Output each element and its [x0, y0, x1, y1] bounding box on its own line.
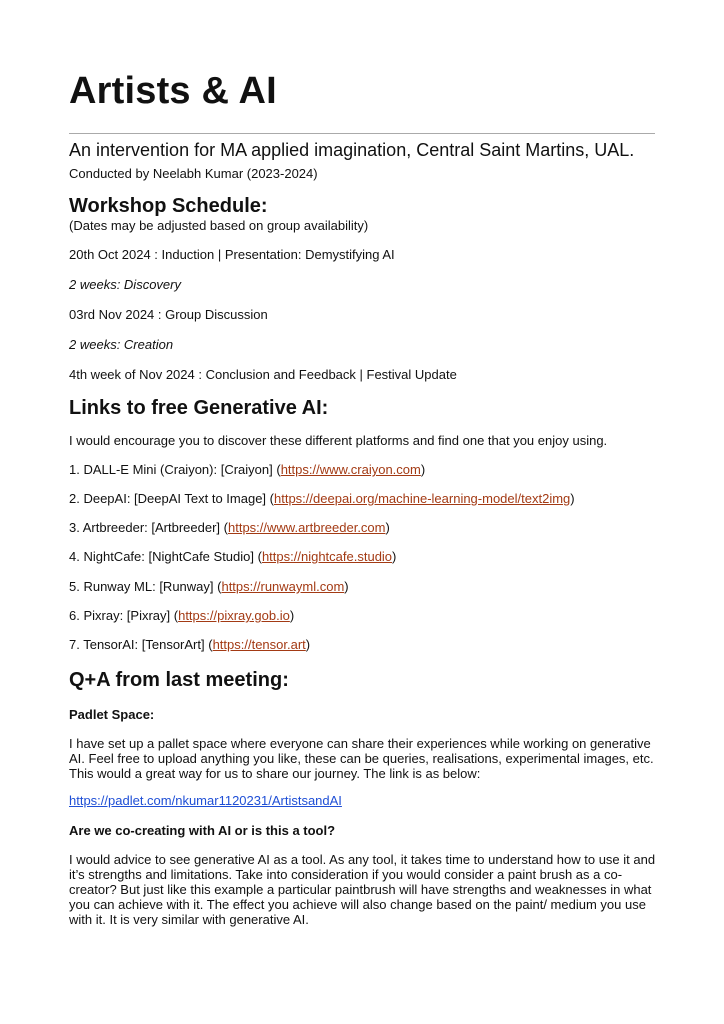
schedule-item: 03rd Nov 2024 : Group Discussion	[69, 307, 268, 322]
link-url[interactable]: https://www.craiyon.com	[280, 462, 421, 477]
link-list-item	[69, 520, 390, 536]
link-url[interactable]: https://deepai.org/machine-learning-model/text2img	[274, 491, 571, 506]
schedule-note: (Dates may be adjusted based on group availability)	[69, 218, 369, 233]
conducted-by: Conducted by Neelabh Kumar (2023-2024)	[69, 166, 318, 181]
links-intro: I would encourage you to discover these different platforms and find one that you enjoy using.	[69, 433, 608, 448]
link-url[interactable]: https://pixray.gob.io	[178, 608, 290, 623]
page-subtitle: An intervention for MA applied imagination, Central Saint Martins, UAL.	[69, 140, 635, 160]
schedule-item: 4th week of Nov 2024 : Conclusion and Feedback | Festival Update	[69, 367, 457, 382]
link-list-item	[69, 491, 575, 507]
open-paren: (	[257, 549, 262, 564]
close-paren: )	[392, 549, 397, 564]
link-label: 1. DALL-E Mini (Craiyon): [Craiyon]	[69, 462, 277, 477]
link-list-item	[69, 637, 310, 653]
page-title: Artists & AI	[69, 70, 277, 112]
open-paren: (	[208, 637, 213, 652]
schedule-item: 2 weeks: Discovery	[69, 277, 181, 292]
open-paren: (	[223, 520, 228, 535]
open-paren: (	[269, 491, 274, 506]
link-label: 7. TensorAI: [TensorArt]	[69, 637, 209, 652]
link-list-item	[69, 579, 349, 595]
close-paren: )	[344, 579, 349, 594]
close-paren: )	[420, 462, 426, 477]
link-label: 4. NightCafe: [NightCafe Studio]	[69, 549, 258, 564]
close-paren: )	[385, 520, 390, 535]
cocreate-paragraph: I would advice to see generative AI as a tool. As any tool, it takes time to understand how to use it and it’s strengths and limitations. Take into consideration if you would consider a paint brush as a co-creator? But just like this example a particular paintbrush will have strengths and weaknesses in what you can achieve with it. The effect you achieve will also change based on the paint/ medium you use with it. It is very similar with generative AI.	[69, 852, 656, 927]
schedule-item: 2 weeks: Creation	[69, 337, 174, 352]
padlet-heading: Padlet Space:	[69, 707, 155, 722]
open-paren: (	[217, 579, 222, 594]
open-paren: (	[173, 608, 179, 623]
close-paren: )	[289, 608, 295, 623]
link-list-item	[69, 608, 294, 624]
open-paren: (	[276, 462, 281, 477]
link-url[interactable]: https://www.artbreeder.com	[227, 520, 386, 535]
link-list-item	[69, 549, 396, 565]
link-label: 3. Artbreeder: [Artbreeder]	[69, 520, 224, 535]
link-label: 2. DeepAI: [DeepAI Text to Image]	[69, 491, 270, 506]
schedule-item: 20th Oct 2024 : Induction | Presentation: Demystifying AI	[69, 247, 395, 262]
title-divider	[69, 133, 655, 134]
close-paren: )	[305, 637, 311, 652]
padlet-link-line	[69, 793, 342, 809]
padlet-link[interactable]: https://padlet.com/nkumar1120231/ArtistsandAI	[69, 793, 342, 808]
cocreate-heading: Are we co-creating with AI or is this a tool?	[69, 823, 336, 838]
link-url[interactable]: https://tensor.art	[212, 637, 306, 652]
link-list-item	[69, 462, 425, 478]
link-label: 6. Pixray: [Pixray]	[69, 608, 174, 623]
schedule-heading: Workshop Schedule:	[69, 195, 268, 217]
link-label: 5. Runway ML: [Runway]	[69, 579, 218, 594]
close-paren: )	[570, 491, 575, 506]
link-url[interactable]: https://runwayml.com	[221, 579, 345, 594]
link-url[interactable]: https://nightcafe.studio	[261, 549, 393, 564]
padlet-paragraph: I have set up a pallet space where everyone can share their experiences while working on generative AI. Feel free to upload anything you like, these can be queries, realisations, experimental images, etc. This would a great way for us to share our journey. The link is as below:	[69, 736, 654, 781]
links-heading: Links to free Generative AI:	[69, 397, 329, 419]
qa-heading: Q+A from last meeting:	[69, 669, 289, 691]
